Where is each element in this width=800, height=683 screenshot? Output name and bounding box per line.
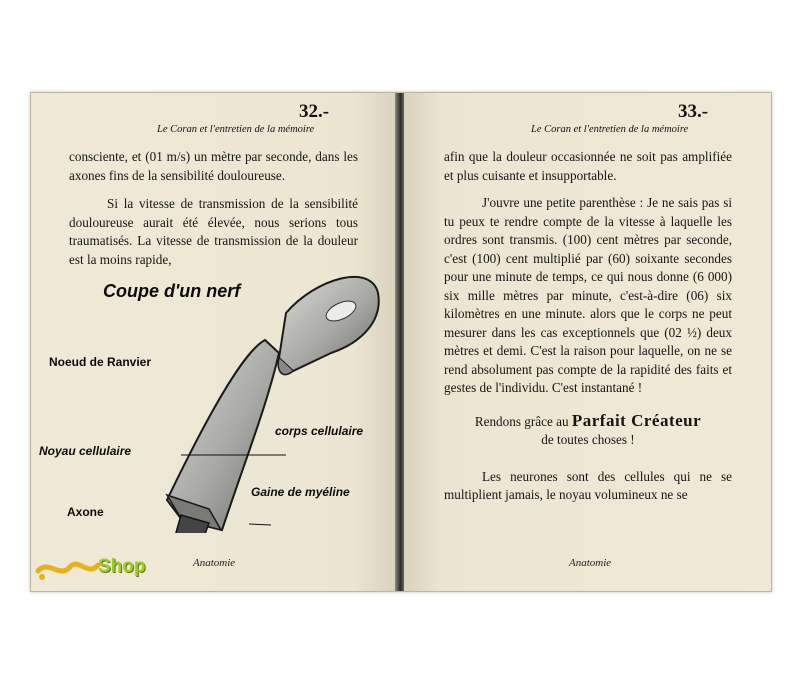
thanks-line [444,412,732,432]
paragraph: consciente, et (01 m/s) un mètre par seconde, dans les axones fins de la sensibilité douloureuse. [69,149,358,183]
label-gaine: Gaine de myéline [251,485,350,499]
nerve-bulb [279,277,379,371]
body-text [444,148,732,505]
label-noyau: Noyau cellulaire [39,444,132,458]
left-page [31,93,397,591]
body-text [69,148,358,269]
page-footer: Anatomie [193,557,236,569]
thanks-prefix: Rendons grâce au [474,413,569,429]
label-axone: Axone [67,505,104,519]
paragraph: Si la vitesse de transmission de la sensibilité douloureuse aurait été élevée, nous serions tous traumatisés. La vitesse de transmission de la douleur est la moins rapide, [69,196,358,267]
label-corps: corps cellulaire [275,424,364,438]
running-head: Le Coran et l'entretien de la mémoire [157,124,315,135]
page-footer: Anatomie [569,557,612,569]
leader-line [249,524,271,525]
paragraph: afin que la douleur occasionnée ne soit pas amplifiée et plus cuisante et insupportable. [444,149,732,183]
diagram-title: Coupe d'un nerf [103,281,241,301]
label-ranvier: Noeud de Ranvier [49,355,152,369]
paragraph: J'ouvre une petite parenthèse : Je ne sais pas si tu peux te rendre compte de la vitesse à laquelle les ordres sont transmis. (100) cent mètres par seconde, c'est (100) cent multiplié par (60) soixante secondes pour une minute de temps, ce qui nous donne (6 000) six mille mètres par minute, c'est-à-dire (06) six kilomètres en une minute. alors que le corps ne peut mesurer dans les cas exceptionnels que (02 ½) deux mètres et demi. C'est la raison pour laquelle, on ne se rend absolument pas compte de la rapidité des faits et gestes de l'individu. C'est instantané ! [444,195,732,395]
shop-logo-text: Shop [98,556,146,577]
running-head: Le Coran et l'entretien de la mémoire [531,124,689,135]
open-book [30,92,772,592]
page-number: 32.- [299,101,330,122]
creator-title: Parfait Créateur [571,410,702,430]
paragraph: Les neurones sont des cellules qui ne se multiplient jamais, le noyau volumineux ne se [444,468,732,502]
right-page [404,93,771,591]
thanks-suffix: de toutes choses ! [541,432,635,447]
page-number: 33.- [678,101,709,122]
